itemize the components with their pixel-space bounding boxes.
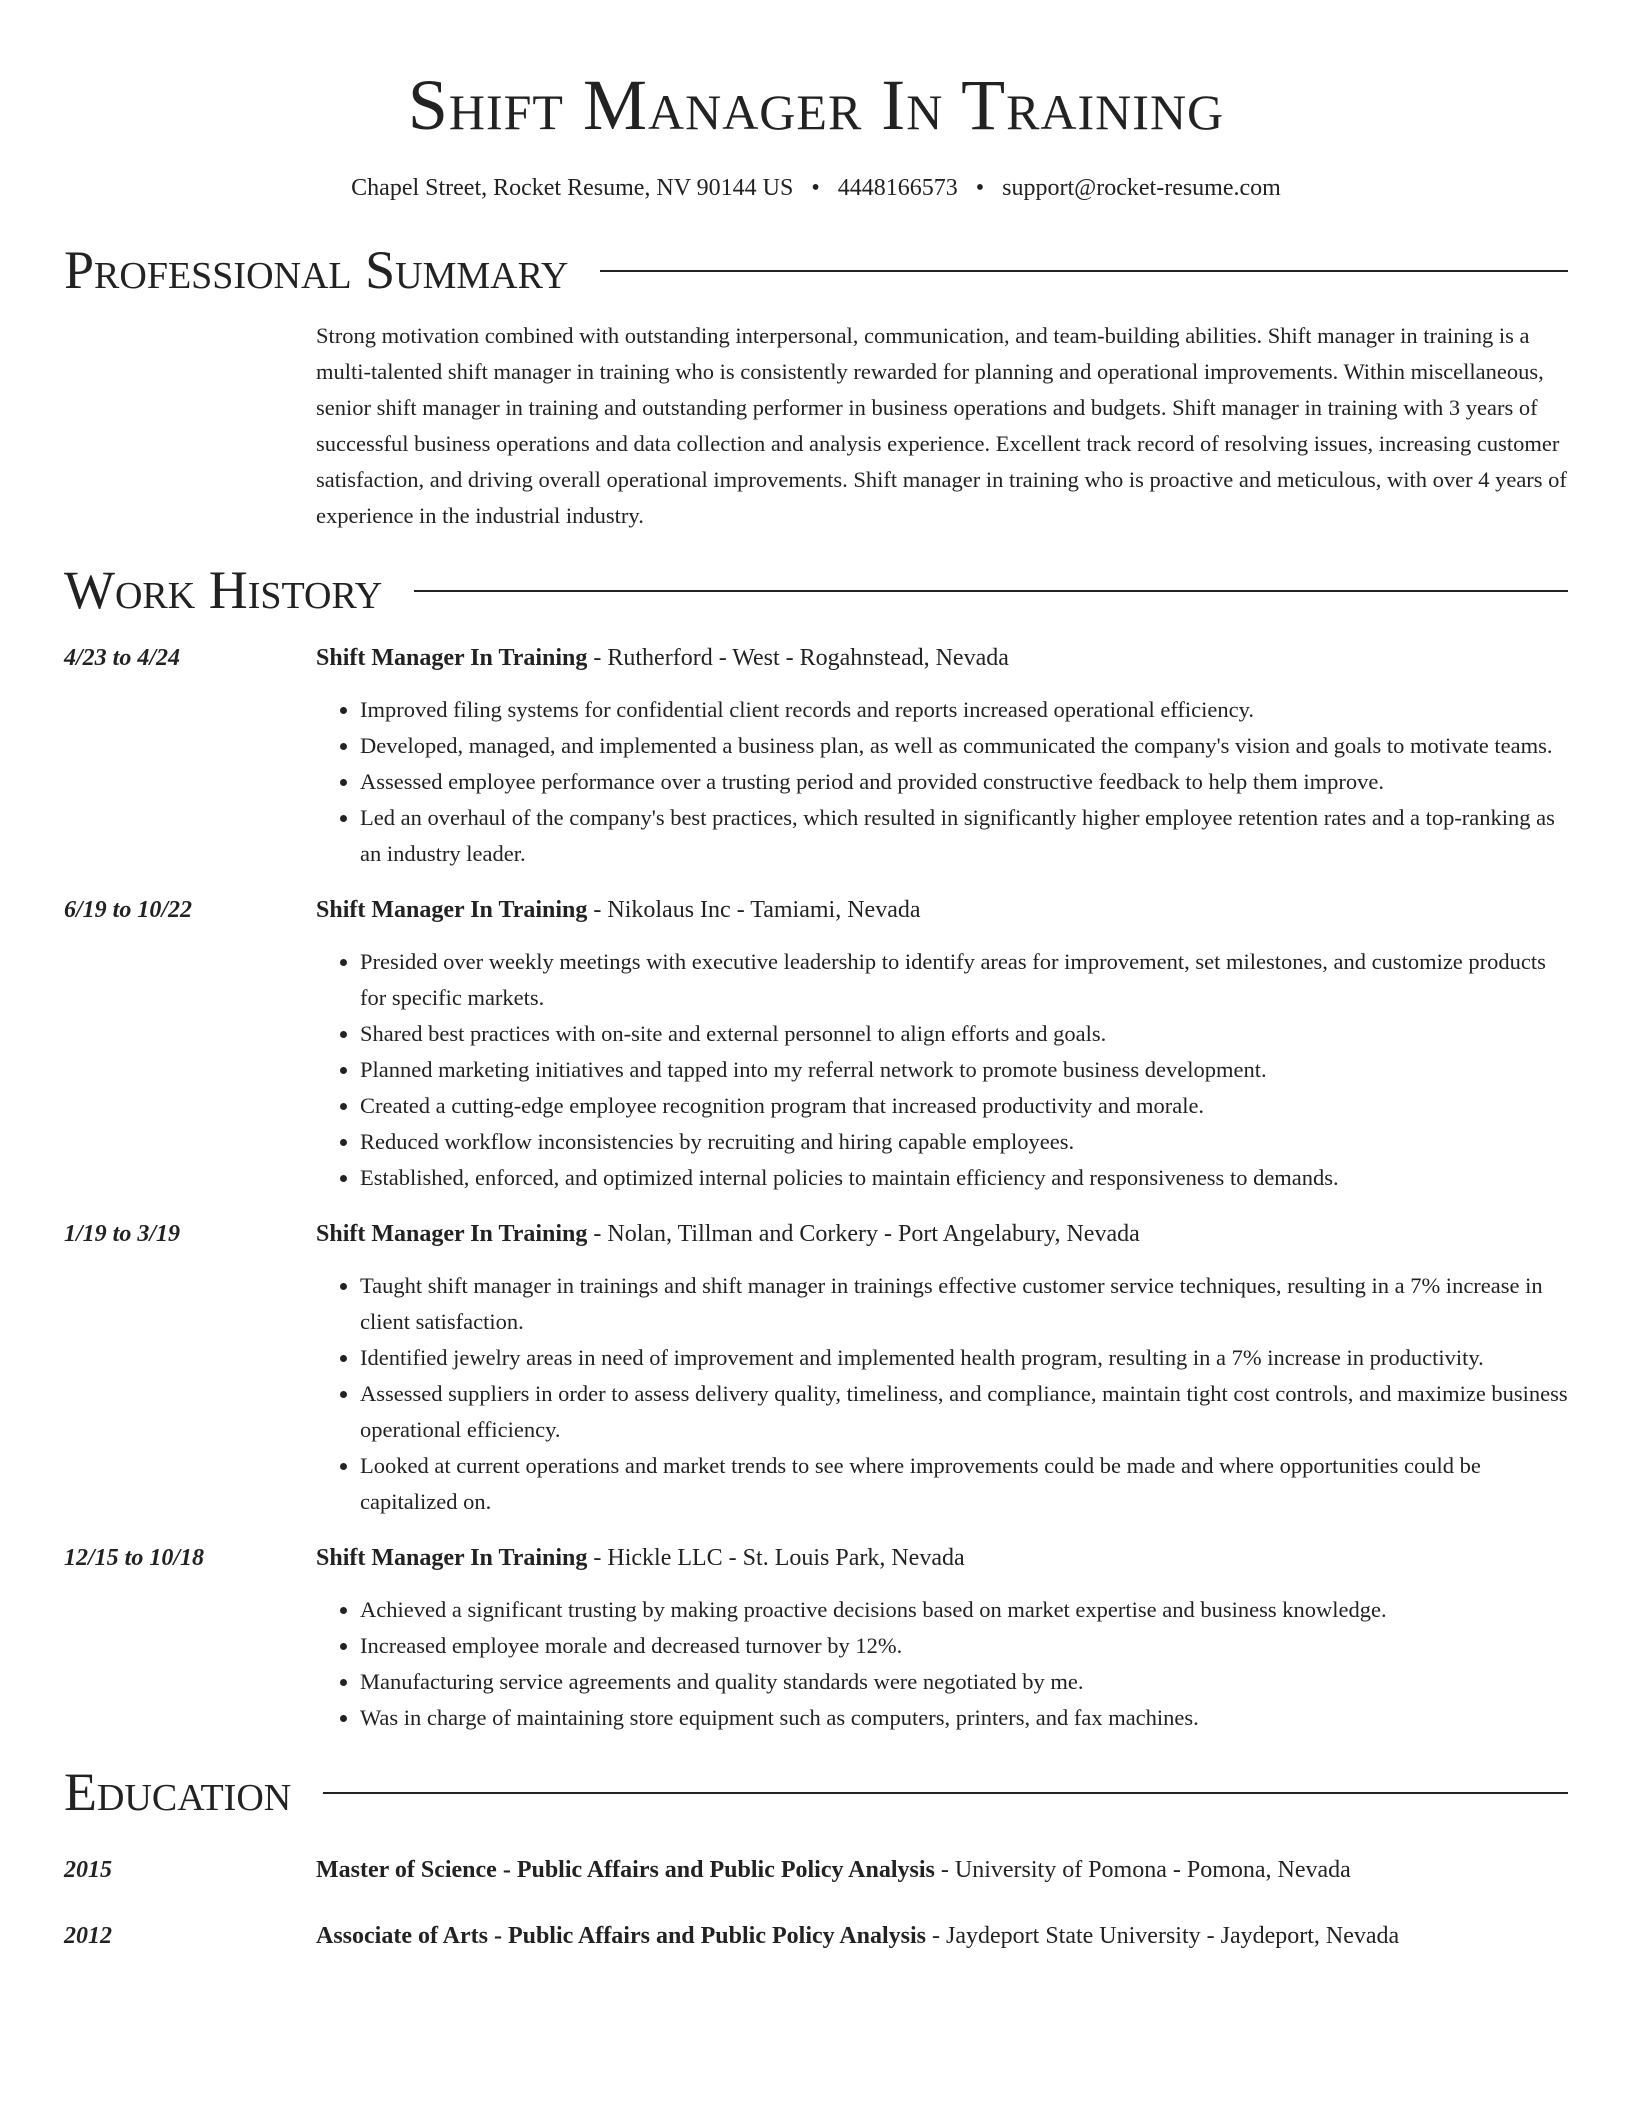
job-employer: - Rutherford - West - Rogahnstead, Nevada <box>587 645 1009 671</box>
education-entry <box>64 1918 1568 1954</box>
job-bullet: • Assessed suppliers in order to assess delivery quality, timeliness, and compliance, maintain tight cost controls, and maximize business operational efficiency. <box>360 1376 1568 1448</box>
job-title-line <box>316 1540 1568 1576</box>
education-section-header <box>64 1760 1568 1824</box>
resume-name: Shift Manager In Training <box>407 65 1225 145</box>
job-employer: - Nolan, Tillman and Corkery - Port Angelabury, Nevada <box>587 1221 1140 1247</box>
job-employer: - Nikolaus Inc - Tamiami, Nevada <box>587 897 921 923</box>
job-title: Shift Manager In Training <box>316 1221 588 1247</box>
contact-line <box>64 172 1568 204</box>
job-bullet: • Taught shift manager in trainings and shift manager in trainings effective customer service techniques, resulting in a 7% increase in client satisfaction. <box>360 1268 1568 1340</box>
section-title: Work History <box>64 560 383 620</box>
job-bullet: • Improved filing systems for confidential client records and reports increased operational efficiency. <box>360 692 1568 728</box>
job-entry <box>64 1216 1568 1520</box>
job-bullet: • Identified jewelry areas in need of improvement and implemented health program, resulting in a 7% increase in productivity. <box>360 1340 1568 1376</box>
summary-text: Strong motivation combined with outstanding interpersonal, communication, and team-building abilities. Shift manager in training is a multi-talented shift manager in training who is consistently rewarded for planning and operational improvements. Within miscellaneous, senior shift manager in training and outstanding performer in business operations and budgets. Shift manager in training with 3 years of successful business operations and data collection and analysis experience. Excellent track record of resolving issues, increasing customer satisfaction, and driving overall operational improvements. Shift manager in training who is proactive and meticulous, with over 4 years of experience in the industrial industry. <box>316 323 1567 528</box>
job-bullet: • Looked at current operations and market trends to see where improvements could be made and where opportunities could be capitalized on. <box>360 1448 1568 1520</box>
job-bullet: • Created a cutting-edge employee recognition program that increased productivity and morale. <box>360 1088 1568 1124</box>
section-divider <box>323 1792 1568 1794</box>
job-bullet: • Led an overhaul of the company's best practices, which resulted in significantly higher employee retention rates and a top-ranking as an industry leader. <box>360 800 1568 872</box>
education-year: 2015 <box>64 1857 112 1883</box>
job-title-line <box>316 640 1568 676</box>
education-entry <box>64 1852 1568 1888</box>
job-bullet: • Presided over weekly meetings with executive leadership to identify areas for improvement, set milestones, and customize products for specific markets. <box>360 944 1568 1016</box>
job-entry <box>64 1540 1568 1736</box>
education-degree: Master of Science - Public Affairs and Public Policy Analysis <box>316 1857 935 1883</box>
section-title: Professional Summary <box>64 240 569 300</box>
work-history-section-header <box>64 558 1568 622</box>
job-bullets <box>316 944 1568 1196</box>
job-dates: 12/15 to 10/18 <box>64 1545 205 1571</box>
job-dates: 1/19 to 3/19 <box>64 1221 181 1247</box>
section-divider <box>414 590 1568 592</box>
address: Chapel Street, Rocket Resume, NV 90144 US <box>351 175 794 201</box>
job-bullet: • Achieved a significant trusting by making proactive decisions based on market expertise and business knowledge. <box>360 1592 1568 1628</box>
job-bullet: • Assessed employee performance over a trusting period and provided constructive feedback to help them improve. <box>360 764 1568 800</box>
resume-page <box>64 0 1568 1954</box>
job-bullets <box>316 1268 1568 1520</box>
job-title: Shift Manager In Training <box>316 1545 588 1571</box>
job-bullets <box>316 1592 1568 1736</box>
job-dates: 4/23 to 4/24 <box>64 645 181 671</box>
section-title: Education <box>64 1762 292 1822</box>
job-title: Shift Manager In Training <box>316 897 588 923</box>
job-bullet: • Was in charge of maintaining store equipment such as computers, printers, and fax machines. <box>360 1700 1568 1736</box>
job-bullet: • Reduced workflow inconsistencies by recruiting and hiring capable employees. <box>360 1124 1568 1160</box>
contact-separator: • <box>811 175 820 201</box>
contact-separator: • <box>975 175 985 201</box>
job-employer: - Hickle LLC - St. Louis Park, Nevada <box>587 1545 965 1571</box>
job-title-line <box>316 892 1568 928</box>
job-bullet: • Manufacturing service agreements and quality standards were negotiated by me. <box>360 1664 1568 1700</box>
job-title-line <box>316 1216 1568 1252</box>
job-bullet: • Increased employee morale and decreased turnover by 12%. <box>360 1628 1568 1664</box>
education-school: - Jaydeport State University - Jaydeport, Nevada <box>926 1923 1400 1949</box>
job-bullets <box>316 692 1568 872</box>
job-bullet: • Shared best practices with on-site and external personnel to align efforts and goals. <box>360 1016 1568 1052</box>
job-title: Shift Manager In Training <box>316 645 588 671</box>
education-school: - University of Pomona - Pomona, Nevada <box>934 1857 1351 1883</box>
job-bullet: • Established, enforced, and optimized internal policies to maintain efficiency and responsiveness to demands. <box>360 1160 1568 1196</box>
email: support@rocket-resume.com <box>1002 175 1281 201</box>
job-entry <box>64 892 1568 1196</box>
section-divider <box>600 270 1568 272</box>
job-bullet: • Developed, managed, and implemented a business plan, as well as communicated the company's vision and goals to motivate teams. <box>360 728 1568 764</box>
job-entry <box>64 640 1568 872</box>
job-bullet: • Planned marketing initiatives and tapped into my referral network to promote business development. <box>360 1052 1568 1088</box>
summary-section-header <box>64 238 1568 302</box>
education-degree: Associate of Arts - Public Affairs and Public Policy Analysis <box>316 1923 927 1949</box>
phone: 4448166573 <box>837 175 958 201</box>
job-dates: 6/19 to 10/22 <box>64 897 193 923</box>
education-year: 2012 <box>64 1923 112 1949</box>
